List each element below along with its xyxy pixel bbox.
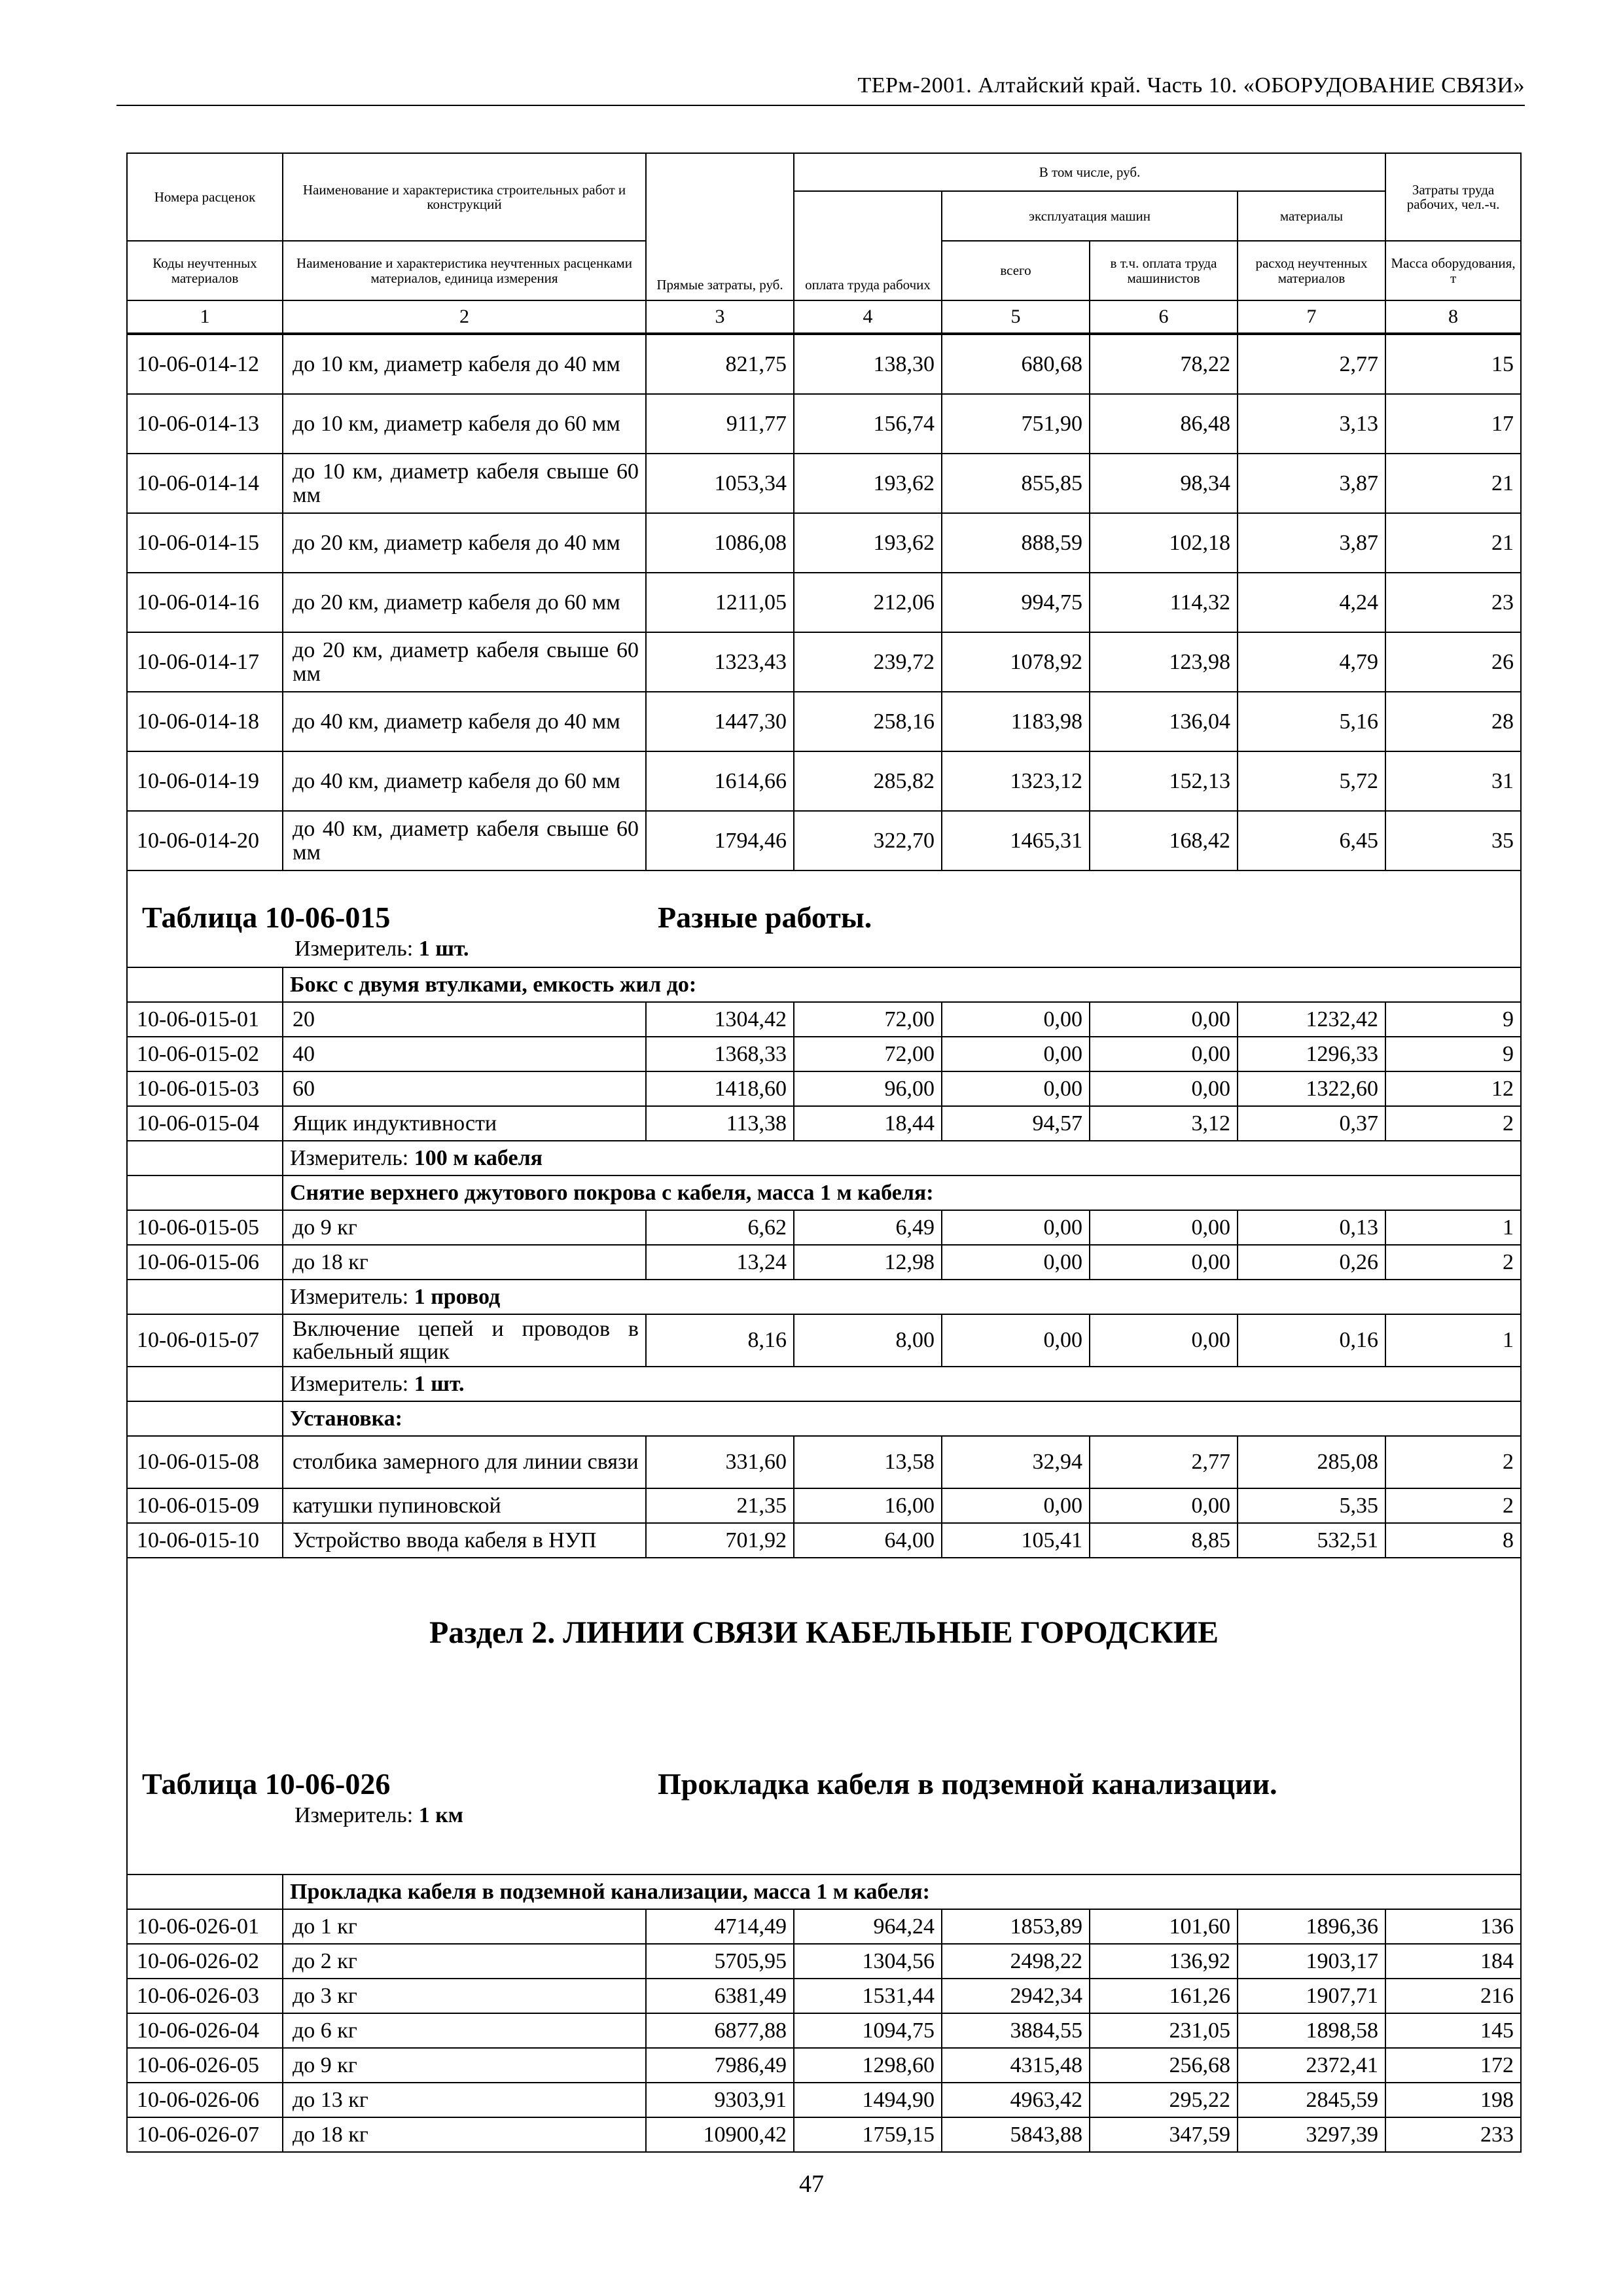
table-026-number: Таблица 10-06-026 [142,1767,391,1801]
table-row [127,1210,1521,1245]
table-015-heading [127,870,1521,967]
worker-pay: 258,16 [794,692,942,751]
machinist-pay: 98,34 [1090,454,1238,513]
rows-table-015-a [127,1002,1521,1141]
group-strip: Снятие верхнего джутового покрова с кабеля, масса 1 м кабеля: [283,1175,1521,1210]
work-name: Включение цепей и проводов в кабельный ящик [283,1314,646,1367]
labor: 198 [1385,2083,1521,2117]
machinist-pay: 2,77 [1090,1436,1238,1488]
work-name: до 18 кг [283,2117,646,2152]
worker-pay: 8,00 [794,1314,942,1367]
materials: 0,13 [1238,1210,1385,1245]
meter-value: 1 шт. [418,937,469,961]
work-name: до 2 кг [283,1944,646,1979]
labor: 2 [1385,1106,1521,1141]
materials: 2845,59 [1238,2083,1385,2117]
machinist-pay: 161,26 [1090,1979,1238,2013]
materials: 532,51 [1238,1523,1385,1558]
worker-pay: 964,24 [794,1909,942,1944]
labor: 28 [1385,692,1521,751]
meter-value: 1 провод [414,1284,501,1309]
labor: 2 [1385,1245,1521,1280]
machinist-pay: 136,04 [1090,692,1238,751]
machine-total: 0,00 [942,1071,1090,1106]
meter-value: 1 км [418,1803,463,1827]
group-install: Установка: [283,1401,1521,1436]
materials: 3,87 [1238,513,1385,573]
header-materials: материалы [1238,191,1385,241]
work-name: Устройство ввода кабеля в НУП [283,1523,646,1558]
machine-total: 1853,89 [942,1909,1090,1944]
machinist-pay: 8,85 [1090,1523,1238,1558]
rate-code: 10-06-015-01 [127,1002,283,1037]
work-name: 40 [283,1037,646,1071]
direct-costs: 4714,49 [646,1909,794,1944]
machine-total: 0,00 [942,1210,1090,1245]
work-name: до 20 км, диаметр кабеля свыше 60 мм [283,632,646,692]
machine-total: 5843,88 [942,2117,1090,2152]
worker-pay: 1531,44 [794,1979,942,2013]
table-row [127,2048,1521,2083]
worker-pay: 72,00 [794,1037,942,1071]
worker-pay: 16,00 [794,1488,942,1523]
table-row [127,2083,1521,2117]
labor: 136 [1385,1909,1521,1944]
direct-costs: 6,62 [646,1210,794,1245]
header-work-name: Наименование и характеристика строительных работ и конструкций [283,153,646,241]
machine-total: 1078,92 [942,632,1090,692]
column-number: 1 [127,300,283,333]
table-row [127,1314,1521,1367]
table-row [127,1106,1521,1141]
labor: 1 [1385,1210,1521,1245]
direct-costs: 331,60 [646,1436,794,1488]
direct-costs: 6877,88 [646,2013,794,2048]
column-number: 8 [1385,300,1521,333]
worker-pay: 1298,60 [794,2048,942,2083]
page-number: 47 [799,2170,824,2198]
column-number: 2 [283,300,646,333]
direct-costs: 10900,42 [646,2117,794,2152]
table-015-number: Таблица 10-06-015 [142,901,391,934]
machine-total: 888,59 [942,513,1090,573]
machine-total: 4315,48 [942,2048,1090,2083]
table-row [127,1909,1521,1944]
rate-code: 10-06-014-14 [127,454,283,513]
table-row [127,1071,1521,1106]
labor: 172 [1385,2048,1521,2083]
worker-pay: 239,72 [794,632,942,692]
table-row [127,454,1521,513]
rows-table-026 [127,1909,1521,2152]
direct-costs: 21,35 [646,1488,794,1523]
table-row [127,2117,1521,2152]
work-name: до 40 км, диаметр кабеля свыше 60 мм [283,811,646,870]
machinist-pay: 231,05 [1090,2013,1238,2048]
machine-total: 0,00 [942,1002,1090,1037]
machinist-pay: 152,13 [1090,751,1238,811]
direct-costs: 1418,60 [646,1071,794,1106]
rate-code: 10-06-015-04 [127,1106,283,1141]
rows-table-015-b [127,1210,1521,1280]
labor: 145 [1385,2013,1521,2048]
materials: 0,16 [1238,1314,1385,1367]
rows-table-014 [127,334,1521,870]
machine-total: 855,85 [942,454,1090,513]
rate-code: 10-06-026-04 [127,2013,283,2048]
work-name: до 10 км, диаметр кабеля до 60 мм [283,394,646,454]
header-direct-costs: Прямые затраты, руб. [646,153,794,300]
table-row [127,751,1521,811]
table-row [127,394,1521,454]
direct-costs: 7986,49 [646,2048,794,2083]
table-015-meter-2 [283,1141,1521,1175]
rate-code: 10-06-015-07 [127,1314,283,1367]
machine-total: 1323,12 [942,751,1090,811]
work-name: до 20 км, диаметр кабеля до 60 мм [283,573,646,632]
work-name: до 10 км, диаметр кабеля до 40 мм [283,334,646,394]
machinist-pay: 136,92 [1090,1944,1238,1979]
machine-total: 0,00 [942,1037,1090,1071]
table-row [127,573,1521,632]
meter-label: Измеритель: [294,1803,414,1827]
machine-total: 1465,31 [942,811,1090,870]
direct-costs: 1447,30 [646,692,794,751]
materials: 3,87 [1238,454,1385,513]
rate-code: 10-06-014-17 [127,632,283,692]
labor: 9 [1385,1002,1521,1037]
rate-code: 10-06-014-19 [127,751,283,811]
header-rule [116,105,1525,106]
table-015-meter-1 [294,938,469,960]
work-name: катушки пупиновской [283,1488,646,1523]
direct-costs: 911,77 [646,394,794,454]
labor: 17 [1385,394,1521,454]
materials: 5,72 [1238,751,1385,811]
column-number: 5 [942,300,1090,333]
labor: 21 [1385,454,1521,513]
header-equipment-mass: Масса оборудования, т [1385,241,1521,300]
materials: 3,13 [1238,394,1385,454]
table-026-title: Прокладка кабеля в подземной канализации. [658,1767,1277,1801]
work-name: до 40 км, диаметр кабеля до 60 мм [283,751,646,811]
table-row [127,632,1521,692]
machinist-pay: 295,22 [1090,2083,1238,2117]
machine-total: 680,68 [942,334,1090,394]
section-2-title: Раздел 2. ЛИНИИ СВЯЗИ КАБЕЛЬНЫЕ ГОРОДСКИЕ [429,1615,1219,1650]
rate-code: 10-06-015-09 [127,1488,283,1523]
labor: 15 [1385,334,1521,394]
work-name: до 13 кг [283,2083,646,2117]
machine-total: 0,00 [942,1488,1090,1523]
rate-code: 10-06-014-15 [127,513,283,573]
table-row [127,1523,1521,1558]
machinist-pay: 0,00 [1090,1037,1238,1071]
worker-pay: 193,62 [794,513,942,573]
labor: 23 [1385,573,1521,632]
meter-value: 100 м кабеля [414,1145,543,1170]
table-row [127,811,1521,870]
worker-pay: 193,62 [794,454,942,513]
machinist-pay: 347,59 [1090,2117,1238,2152]
work-name: 60 [283,1071,646,1106]
machine-total: 0,00 [942,1245,1090,1280]
work-name: до 1 кг [283,1909,646,1944]
meter-label: Измеритель: [294,937,414,961]
work-name: столбика замерного для линии связи [283,1436,646,1488]
direct-costs: 701,92 [646,1523,794,1558]
rate-code: 10-06-015-02 [127,1037,283,1071]
table-row [127,1245,1521,1280]
table-row [127,334,1521,394]
rate-code: 10-06-026-03 [127,1979,283,2013]
direct-costs: 821,75 [646,334,794,394]
rate-code: 10-06-014-18 [127,692,283,751]
table-row [127,1979,1521,2013]
direct-costs: 13,24 [646,1245,794,1280]
work-name: до 18 кг [283,1245,646,1280]
machinist-pay: 123,98 [1090,632,1238,692]
machine-total: 751,90 [942,394,1090,454]
worker-pay: 96,00 [794,1071,942,1106]
worker-pay: 6,49 [794,1210,942,1245]
group-box: Бокс с двумя втулками, емкость жил до: [283,967,1521,1002]
machine-total: 4963,42 [942,2083,1090,2117]
work-name: до 9 кг [283,2048,646,2083]
table-row [127,1002,1521,1037]
table-row [127,513,1521,573]
rate-code: 10-06-014-12 [127,334,283,394]
materials: 5,35 [1238,1488,1385,1523]
work-name: до 20 км, диаметр кабеля до 40 мм [283,513,646,573]
rate-code: 10-06-014-20 [127,811,283,870]
section-2-block [127,1558,1521,1874]
materials: 4,79 [1238,632,1385,692]
worker-pay: 156,74 [794,394,942,454]
worker-pay: 285,82 [794,751,942,811]
table-row [127,2013,1521,2048]
machine-total: 32,94 [942,1436,1090,1488]
materials: 5,16 [1238,692,1385,751]
table-row [127,1436,1521,1488]
machinist-pay: 0,00 [1090,1210,1238,1245]
direct-costs: 1614,66 [646,751,794,811]
header-machine-operation: эксплуатация машин [942,191,1238,241]
materials: 4,24 [1238,573,1385,632]
rate-code: 10-06-026-02 [127,1944,283,1979]
materials: 2,77 [1238,334,1385,394]
machine-total: 3884,55 [942,2013,1090,2048]
worker-pay: 64,00 [794,1523,942,1558]
rate-code: 10-06-014-13 [127,394,283,454]
table-row [127,1944,1521,1979]
header-labor: Затраты труда рабочих, чел.-ч. [1385,153,1521,241]
meter-value: 1 шт. [414,1371,465,1396]
materials: 0,26 [1238,1245,1385,1280]
labor: 1 [1385,1314,1521,1367]
materials: 3297,39 [1238,2117,1385,2152]
labor: 216 [1385,1979,1521,2013]
materials: 1322,60 [1238,1071,1385,1106]
materials: 6,45 [1238,811,1385,870]
rate-code: 10-06-015-06 [127,1245,283,1280]
rate-code: 10-06-026-05 [127,2048,283,2083]
table-026-meter [294,1804,463,1827]
column-number: 3 [646,300,794,333]
rate-code: 10-06-015-05 [127,1210,283,1245]
machinist-pay: 256,68 [1090,2048,1238,2083]
worker-pay: 13,58 [794,1436,942,1488]
rate-code: 10-06-026-01 [127,1909,283,1944]
rates-table [126,334,1522,2153]
labor: 12 [1385,1071,1521,1106]
machinist-pay: 3,12 [1090,1106,1238,1141]
worker-pay: 1304,56 [794,1944,942,1979]
machinist-pay: 0,00 [1090,1314,1238,1367]
machinist-pay: 102,18 [1090,513,1238,573]
header-material-codes: Коды неучтенных материалов [127,241,283,300]
direct-costs: 1304,42 [646,1002,794,1037]
rows-table-015-c [127,1488,1521,1558]
direct-costs: 1368,33 [646,1037,794,1071]
table-row [127,1488,1521,1523]
machinist-pay: 0,00 [1090,1071,1238,1106]
table-row [127,1037,1521,1071]
direct-costs: 113,38 [646,1106,794,1141]
machine-total: 105,41 [942,1523,1090,1558]
work-name: Ящик индуктивности [283,1106,646,1141]
labor: 35 [1385,811,1521,870]
meter-label: Измеритель: [290,1145,409,1170]
running-header: ТЕРм-2001. Алтайский край. Часть 10. «ОБОРУДОВАНИЕ СВЯЗИ» [857,73,1525,98]
machinist-pay: 168,42 [1090,811,1238,870]
column-header-table [126,152,1522,334]
labor: 21 [1385,513,1521,573]
worker-pay: 1494,90 [794,2083,942,2117]
labor: 184 [1385,1944,1521,1979]
worker-pay: 12,98 [794,1245,942,1280]
table-015-meter-4 [283,1367,1521,1401]
machinist-pay: 0,00 [1090,1488,1238,1523]
group-laying: Прокладка кабеля в подземной канализации, масса 1 м кабеля: [283,1874,1521,1909]
machinist-pay: 0,00 [1090,1245,1238,1280]
worker-pay: 212,06 [794,573,942,632]
labor: 8 [1385,1523,1521,1558]
direct-costs: 1086,08 [646,513,794,573]
worker-pay: 1759,15 [794,2117,942,2152]
materials: 285,08 [1238,1436,1385,1488]
labor: 2 [1385,1436,1521,1488]
machine-total: 0,00 [942,1314,1090,1367]
worker-pay: 1094,75 [794,2013,942,2048]
rate-code: 10-06-014-16 [127,573,283,632]
machinist-pay: 78,22 [1090,334,1238,394]
rate-code: 10-06-015-10 [127,1523,283,1558]
materials: 1898,58 [1238,2013,1385,2048]
rate-code: 10-06-026-06 [127,2083,283,2117]
meter-label: Измеритель: [290,1371,409,1396]
materials: 0,37 [1238,1106,1385,1141]
machine-total: 2942,34 [942,1979,1090,2013]
row-table-015-07 [127,1314,1521,1367]
machine-total: 1183,98 [942,692,1090,751]
work-name: до 3 кг [283,1979,646,2013]
rate-code: 10-06-015-03 [127,1071,283,1106]
machinist-pay: 114,32 [1090,573,1238,632]
labor: 9 [1385,1037,1521,1071]
machine-total: 994,75 [942,573,1090,632]
machine-total: 94,57 [942,1106,1090,1141]
work-name: 20 [283,1002,646,1037]
worker-pay: 18,44 [794,1106,942,1141]
work-name: до 6 кг [283,2013,646,2048]
worker-pay: 138,30 [794,334,942,394]
rate-code: 10-06-015-08 [127,1436,283,1488]
materials: 2372,41 [1238,2048,1385,2083]
header-machinist-pay: в т.ч. оплата труда машинистов [1090,241,1238,300]
column-number: 7 [1238,300,1385,333]
materials: 1903,17 [1238,1944,1385,1979]
direct-costs: 1794,46 [646,811,794,870]
direct-costs: 1211,05 [646,573,794,632]
labor: 31 [1385,751,1521,811]
materials: 1232,42 [1238,1002,1385,1037]
column-number: 4 [794,300,942,333]
materials: 1896,36 [1238,1909,1385,1944]
materials: 1296,33 [1238,1037,1385,1071]
labor: 2 [1385,1488,1521,1523]
direct-costs: 6381,49 [646,1979,794,2013]
rate-code: 10-06-026-07 [127,2117,283,2152]
direct-costs: 9303,91 [646,2083,794,2117]
direct-costs: 1053,34 [646,454,794,513]
header-unaccounted-consumption: расход неучтенных материалов [1238,241,1385,300]
row-table-015-08 [127,1436,1521,1488]
work-name: до 10 км, диаметр кабеля свыше 60 мм [283,454,646,513]
header-worker-pay: оплата труда рабочих [794,191,942,300]
table-row [127,692,1521,751]
column-number: 6 [1090,300,1238,333]
work-name: до 9 кг [283,1210,646,1245]
worker-pay: 322,70 [794,811,942,870]
header-in-total: В том числе, руб. [794,153,1385,191]
direct-costs: 8,16 [646,1314,794,1367]
header-rate-numbers: Номера расценок [127,153,283,241]
table-015-title: Разные работы. [658,901,872,934]
machine-total: 2498,22 [942,1944,1090,1979]
table-015-meter-3 [283,1280,1521,1314]
labor: 233 [1385,2117,1521,2152]
work-name: до 40 км, диаметр кабеля до 40 мм [283,692,646,751]
worker-pay: 72,00 [794,1002,942,1037]
machinist-pay: 0,00 [1090,1002,1238,1037]
labor: 26 [1385,632,1521,692]
header-total: всего [942,241,1090,300]
direct-costs: 5705,95 [646,1944,794,1979]
direct-costs: 1323,43 [646,632,794,692]
machinist-pay: 101,60 [1090,1909,1238,1944]
header-material-name: Наименование и характеристика неучтенных расценками материалов, единица измерения [283,241,646,300]
meter-label: Измеритель: [290,1284,409,1309]
materials: 1907,71 [1238,1979,1385,2013]
machinist-pay: 86,48 [1090,394,1238,454]
